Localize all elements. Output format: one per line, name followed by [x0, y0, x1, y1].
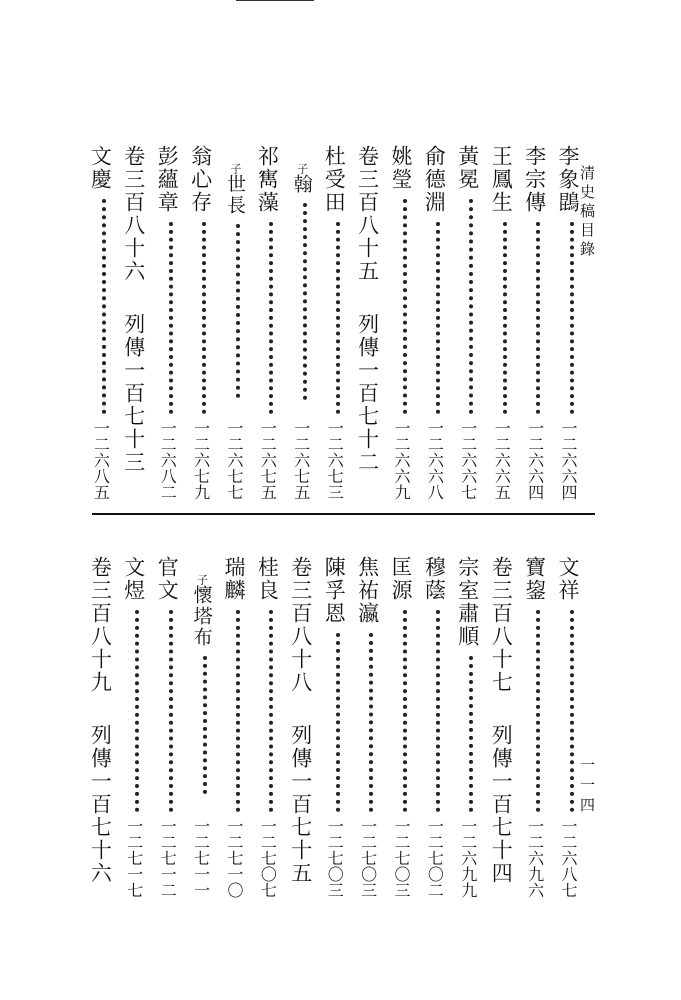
toc-entry	[152, 556, 182, 898]
biography-name: 懷塔布	[190, 585, 213, 648]
page-reference: 一二六七七	[225, 420, 244, 500]
leader-dots	[135, 610, 143, 812]
leader-dots	[336, 222, 344, 414]
toc-entry	[486, 145, 516, 500]
juan-heading	[85, 556, 115, 890]
page-reference: 一二七〇三	[325, 818, 345, 898]
biography-name: 文煜	[121, 556, 146, 602]
page-reference: 一二六九六	[525, 818, 545, 898]
toc-entry	[520, 556, 550, 898]
page-reference: 一二七一一	[191, 818, 211, 898]
biography-name: 李象鵾	[556, 145, 580, 214]
leader-dots	[269, 610, 277, 812]
page-reference: 一二七一七	[124, 818, 144, 898]
page-reference: 一二六九九	[458, 818, 478, 898]
page-reference: 一二七一二	[158, 818, 178, 898]
leader-dots	[403, 610, 411, 812]
juan-label: 列傳一百七十二	[355, 313, 380, 474]
juan-number: 卷三百八十六	[121, 145, 146, 283]
toc-entry	[419, 145, 449, 500]
biography-name: 姚瑩	[389, 145, 413, 191]
leader-dots	[536, 222, 544, 414]
toc-entry	[520, 145, 550, 500]
biography-name: 寶鋆	[522, 556, 547, 602]
juan-heading	[486, 556, 516, 890]
leader-dots	[202, 222, 210, 414]
juan-label: 列傳一百七十五	[288, 724, 313, 885]
page-reference: 一二六六四	[559, 420, 578, 500]
toc-entry	[319, 556, 349, 898]
relation-prefix: 子	[195, 574, 209, 585]
toc-entry	[252, 145, 282, 500]
biography-name: 文祥	[556, 556, 580, 602]
biography-name: 黃冕	[455, 145, 480, 191]
page-reference: 一二六七九	[191, 420, 211, 500]
page-reference: 一二六七五	[258, 420, 278, 500]
page-reference: 一二六六五	[492, 420, 512, 500]
biography-name: 彭蘊章	[155, 145, 180, 214]
book-title-header: 清史稿目錄	[578, 165, 596, 260]
leader-dots	[169, 222, 177, 414]
leader-dots	[236, 224, 244, 398]
relation-prefix: 子	[295, 163, 309, 174]
leader-dots	[236, 610, 244, 812]
biography-name: 翰	[290, 174, 313, 195]
biography-name: 俞德淵	[422, 145, 447, 214]
page-reference: 一二六六九	[392, 420, 411, 500]
biography-name: 匡源	[389, 556, 413, 602]
leader-dots	[436, 610, 444, 812]
toc-entry	[186, 574, 216, 908]
biography-name: 陳孚恩	[322, 556, 347, 625]
juan-label: 列傳一百七十六	[88, 724, 113, 885]
leader-dots	[203, 656, 211, 794]
toc-entry	[319, 145, 349, 500]
toc-entry	[252, 556, 282, 898]
juan-heading	[353, 145, 383, 495]
juan-number: 卷三百八十九	[88, 556, 113, 694]
toc-entry	[419, 556, 449, 898]
biography-name: 翁心存	[188, 145, 213, 214]
leader-dots	[536, 610, 544, 812]
biography-name: 文慶	[88, 145, 113, 191]
leader-dots	[102, 199, 110, 414]
biography-name: 王鳳生	[489, 145, 514, 214]
leader-dots	[469, 199, 477, 414]
juan-number: 卷三百八十八	[288, 556, 313, 694]
page-reference: 一二六六八	[425, 420, 445, 500]
page-reference: 一二六八五	[91, 420, 111, 500]
biography-name: 祁寯藻	[255, 145, 280, 214]
toc-entry	[85, 145, 115, 500]
toc-entry	[353, 556, 383, 898]
page-reference: 一二六八二	[158, 420, 178, 500]
leader-dots	[570, 610, 578, 812]
biography-name: 杜受田	[322, 145, 347, 214]
toc-entry	[453, 145, 483, 500]
toc-entry	[219, 163, 249, 513]
top-rule	[236, 0, 314, 1]
biography-name: 世長	[224, 174, 246, 216]
leader-dots	[436, 222, 444, 414]
page-reference: 一二六七三	[325, 420, 345, 500]
page-reference: 一二六六七	[458, 420, 478, 500]
biography-name: 官文	[155, 556, 180, 602]
biography-name: 桂良	[255, 556, 280, 602]
juan-heading	[286, 556, 316, 890]
juan-number: 卷三百八十七	[489, 556, 514, 694]
page-reference: 一二七〇二	[425, 818, 445, 898]
biography-name: 李宗傳	[522, 145, 547, 214]
leader-dots	[503, 222, 511, 414]
leader-dots	[469, 656, 477, 812]
page-reference: 一二六八七	[559, 818, 578, 898]
page-reference: 一二六六四	[525, 420, 545, 500]
leader-dots	[403, 199, 411, 414]
toc-entry	[553, 556, 583, 898]
toc-entry	[186, 145, 216, 500]
leader-dots	[570, 222, 578, 414]
leader-dots	[269, 222, 277, 414]
toc-entry	[286, 163, 316, 513]
page-reference: 一二七〇七	[258, 818, 278, 898]
toc-entry	[219, 556, 249, 898]
biography-name: 焦祐瀛	[355, 556, 380, 625]
juan-label: 列傳一百七十三	[121, 313, 146, 474]
biography-name: 宗室肅順	[455, 556, 480, 648]
biography-name: 穆蔭	[422, 556, 447, 602]
page-number: 一一四	[578, 757, 596, 817]
page-reference: 一二七〇三	[392, 818, 411, 898]
juan-heading	[119, 145, 149, 495]
page-reference: 一二七〇三	[358, 818, 378, 898]
leader-dots	[369, 633, 377, 812]
juan-number: 卷三百八十五	[355, 145, 380, 283]
toc-entry	[386, 145, 416, 500]
toc-entry	[386, 556, 416, 898]
relation-prefix: 子	[229, 163, 242, 174]
juan-label: 列傳一百七十四	[489, 724, 514, 885]
biography-name: 瑞麟	[222, 556, 246, 602]
toc-entry	[152, 145, 182, 500]
toc-entry	[553, 145, 583, 500]
toc-entry	[453, 556, 483, 898]
page-reference: 一二七一〇	[225, 818, 244, 898]
page-reference: 一二六七五	[291, 420, 311, 500]
leader-dots	[169, 610, 177, 812]
leader-dots	[336, 633, 344, 812]
section-divider	[92, 513, 595, 515]
toc-entry	[119, 556, 149, 898]
leader-dots	[303, 203, 311, 400]
